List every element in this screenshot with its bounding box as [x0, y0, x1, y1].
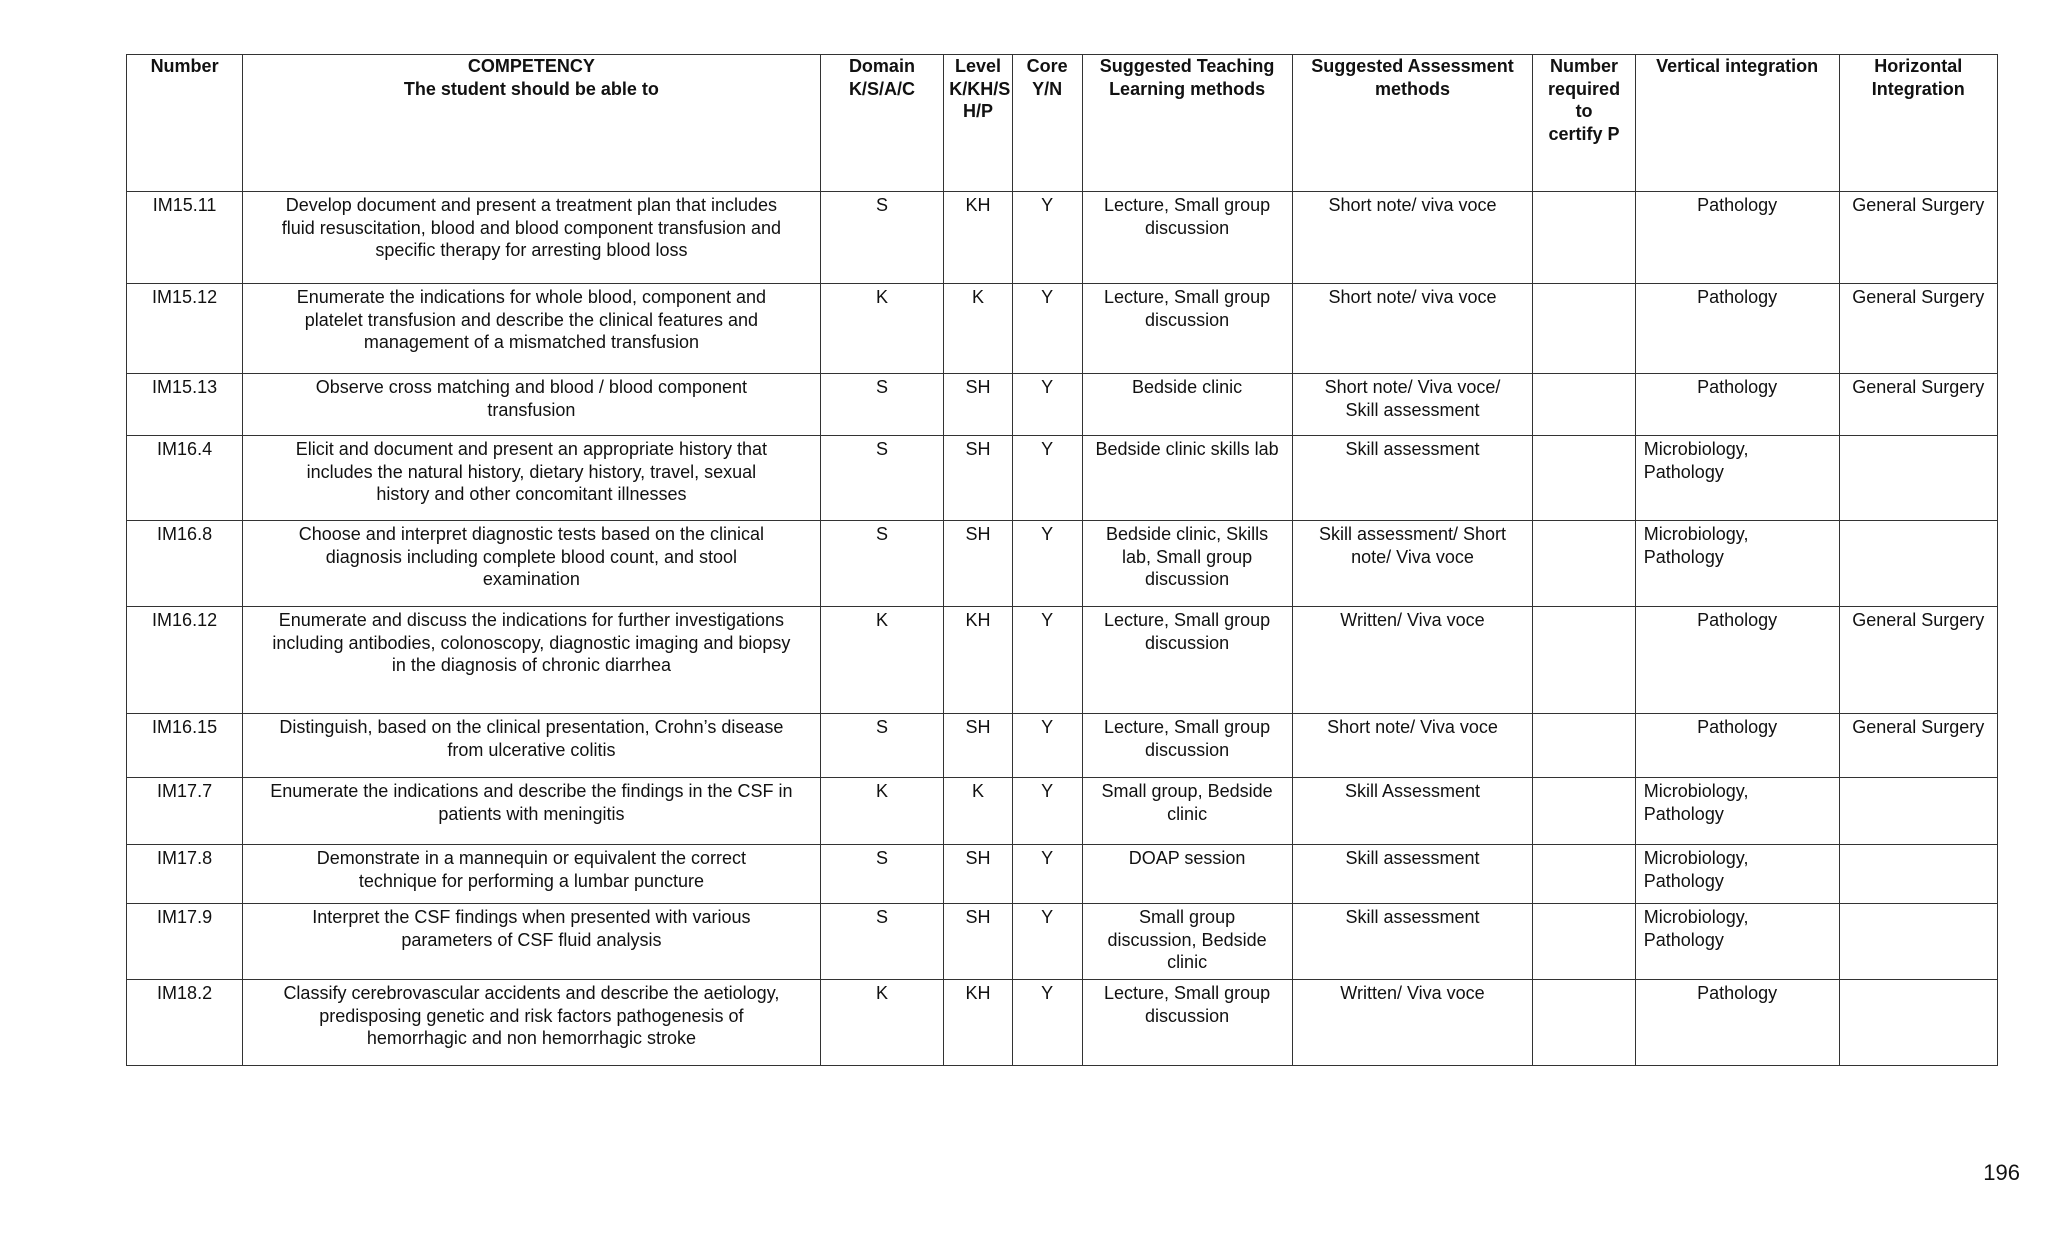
assessment-line: note/ Viva voce — [1351, 546, 1474, 567]
vertical-line: Pathology — [1643, 546, 1724, 567]
cell-assessment-methods — [1292, 607, 1533, 714]
competency-line: including antibodies, colonoscopy, diagnostic imaging and biopsy — [272, 632, 791, 653]
header-domain-line: K/S/A/C — [848, 78, 915, 99]
competency-line: patients with meningitis — [438, 803, 625, 824]
header-competency-line: COMPETENCY — [467, 56, 595, 76]
teaching-line: Lecture, Small group — [1104, 287, 1271, 307]
cell-vertical-integration — [1635, 904, 1839, 980]
vertical-line: Microbiology, — [1643, 848, 1749, 868]
cell-number: IM15.13 — [127, 374, 243, 436]
competency-line: history and other concomitant illnesses — [376, 484, 687, 504]
cell-assessment-methods — [1292, 845, 1533, 904]
table-row — [127, 607, 1998, 714]
cell-domain: S — [820, 845, 944, 904]
competency-line: management of a mismatched transfusion — [363, 332, 699, 352]
table-row — [127, 845, 1998, 904]
header-teaching-line: Learning methods — [1109, 78, 1266, 99]
assessment-line: Skill Assessment — [1344, 781, 1481, 801]
cell-level: K — [944, 284, 1013, 374]
competency-line: Observe cross matching and blood / blood component — [315, 377, 748, 397]
header-core-line: Y/N — [1032, 78, 1063, 99]
assessment-line: Skill assessment — [1345, 907, 1480, 927]
competency-line: Enumerate and discuss the indications for further investigations — [278, 610, 785, 630]
cell-horizontal-integration — [1839, 904, 1997, 980]
header-horizontal-integration — [1839, 55, 1997, 192]
competency-line: from ulcerative colitis — [447, 739, 616, 760]
teaching-line: discussion — [1145, 739, 1230, 760]
header-domain — [820, 55, 944, 192]
header-assessment-line: methods — [1374, 78, 1450, 99]
cell-core: Y — [1012, 374, 1082, 436]
cell-number: IM18.2 — [127, 980, 243, 1066]
cell-core: Y — [1012, 778, 1082, 845]
cell-number-required — [1533, 845, 1635, 904]
competency-line: specific therapy for arresting blood loss — [375, 240, 688, 260]
competency-line: Demonstrate in a mannequin or equivalent the correct — [316, 848, 747, 868]
cell-domain: K — [820, 980, 944, 1066]
teaching-line: discussion — [1145, 569, 1230, 589]
cell-competency — [243, 284, 821, 374]
cell-teaching-methods — [1082, 714, 1292, 778]
cell-vertical-integration — [1635, 980, 1839, 1066]
cell-competency — [243, 436, 821, 521]
cell-number-required — [1533, 778, 1635, 845]
cell-number: IM17.7 — [127, 778, 243, 845]
header-competency-line: The student should be able to — [403, 78, 659, 99]
competency-line: diagnosis including complete blood count, and stool — [325, 546, 738, 567]
teaching-line: discussion — [1145, 217, 1230, 238]
cell-vertical-integration — [1635, 284, 1839, 374]
teaching-line: Bedside clinic, Skills — [1106, 524, 1269, 544]
cell-core: Y — [1012, 845, 1082, 904]
cell-core: Y — [1012, 521, 1082, 607]
cell-horizontal-integration — [1839, 845, 1997, 904]
cell-competency — [243, 192, 821, 284]
cell-horizontal-integration: General Surgery — [1839, 284, 1997, 374]
competency-line: transfusion — [487, 399, 576, 420]
cell-number: IM16.15 — [127, 714, 243, 778]
header-teaching-methods — [1082, 55, 1292, 192]
teaching-line: DOAP session — [1128, 848, 1246, 868]
assessment-line: Short note/ Viva voce — [1327, 717, 1498, 737]
assessment-line: Short note/ Viva voce/ — [1324, 377, 1501, 397]
table-row — [127, 284, 1998, 374]
cell-teaching-methods — [1082, 904, 1292, 980]
competency-line: Enumerate the indications for whole blood, component and — [296, 287, 767, 307]
teaching-line: Lecture, Small group — [1104, 610, 1271, 630]
cell-competency — [243, 714, 821, 778]
cell-core: Y — [1012, 980, 1082, 1066]
cell-number-required — [1533, 374, 1635, 436]
teaching-line: clinic — [1167, 952, 1208, 972]
teaching-line: Small group, Bedside — [1101, 781, 1273, 801]
competency-line: technique for performing a lumbar puncture — [358, 870, 705, 891]
cell-level: KH — [944, 980, 1013, 1066]
table-row — [127, 904, 1998, 980]
vertical-line: Microbiology, — [1643, 781, 1749, 801]
cell-level: KH — [944, 192, 1013, 284]
cell-vertical-integration — [1635, 714, 1839, 778]
cell-competency — [243, 521, 821, 607]
page-number: 196 — [1983, 1160, 2020, 1185]
cell-horizontal-integration: General Surgery — [1839, 607, 1997, 714]
cell-number-required — [1533, 714, 1635, 778]
cell-number: IM16.12 — [127, 607, 243, 714]
assessment-line: Skill assessment — [1345, 399, 1480, 420]
teaching-line: Lecture, Small group — [1104, 983, 1271, 1003]
teaching-line: discussion — [1145, 309, 1230, 330]
cell-vertical-integration — [1635, 845, 1839, 904]
cell-domain: S — [820, 521, 944, 607]
table-row — [127, 778, 1998, 845]
cell-teaching-methods — [1082, 980, 1292, 1066]
vertical-line: Pathology — [1697, 287, 1778, 307]
cell-number-required — [1533, 192, 1635, 284]
competency-line: predisposing genetic and risk factors pathogenesis of — [319, 1005, 744, 1026]
cell-competency — [243, 374, 821, 436]
cell-competency — [243, 980, 821, 1066]
cell-vertical-integration — [1635, 778, 1839, 845]
competency-line: Develop document and present a treatment plan that includes — [285, 195, 778, 215]
cell-assessment-methods — [1292, 904, 1533, 980]
header-core — [1012, 55, 1082, 192]
teaching-line: discussion, Bedside — [1107, 929, 1267, 950]
competency-line: Elicit and document and present an appropriate history that — [295, 439, 768, 459]
cell-level: K — [944, 778, 1013, 845]
assessment-line: Skill assessment/ Short — [1318, 524, 1507, 544]
cell-level: SH — [944, 714, 1013, 778]
vertical-line: Pathology — [1697, 717, 1778, 737]
cell-number: IM15.11 — [127, 192, 243, 284]
table-row — [127, 521, 1998, 607]
header-level-line: Level — [955, 56, 1002, 76]
teaching-line: lab, Small group — [1122, 546, 1253, 567]
cell-vertical-integration — [1635, 607, 1839, 714]
cell-level: SH — [944, 845, 1013, 904]
cell-domain: S — [820, 904, 944, 980]
cell-teaching-methods — [1082, 436, 1292, 521]
cell-competency — [243, 845, 821, 904]
assessment-line: Written/ Viva voce — [1340, 983, 1485, 1003]
cell-level: SH — [944, 521, 1013, 607]
header-row — [127, 55, 1998, 192]
assessment-line: Written/ Viva voce — [1340, 610, 1485, 630]
header-competency — [243, 55, 821, 192]
cell-horizontal-integration — [1839, 521, 1997, 607]
cell-assessment-methods — [1292, 284, 1533, 374]
table-row — [127, 192, 1998, 284]
cell-teaching-methods — [1082, 374, 1292, 436]
header-teaching-line: Suggested Teaching — [1099, 56, 1275, 76]
assessment-line: Short note/ viva voce — [1328, 195, 1497, 215]
table-row — [127, 374, 1998, 436]
header-assessment-line: Suggested Assessment — [1311, 56, 1514, 76]
assessment-line: Short note/ viva voce — [1328, 287, 1497, 307]
cell-number-required — [1533, 284, 1635, 374]
cell-vertical-integration — [1635, 436, 1839, 521]
vertical-line: Pathology — [1643, 803, 1724, 824]
cell-domain: S — [820, 374, 944, 436]
cell-teaching-methods — [1082, 607, 1292, 714]
vertical-line: Pathology — [1643, 929, 1724, 950]
cell-horizontal-integration: General Surgery — [1839, 374, 1997, 436]
teaching-line: clinic — [1167, 803, 1208, 824]
cell-horizontal-integration — [1839, 778, 1997, 845]
cell-vertical-integration — [1635, 374, 1839, 436]
competency-line: Distinguish, based on the clinical presentation, Crohn’s disease — [279, 717, 784, 737]
vertical-line: Pathology — [1643, 870, 1724, 891]
competency-table — [126, 54, 1998, 1066]
cell-domain: K — [820, 778, 944, 845]
vertical-line: Pathology — [1697, 610, 1778, 630]
cell-horizontal-integration — [1839, 980, 1997, 1066]
cell-competency — [243, 607, 821, 714]
cell-horizontal-integration: General Surgery — [1839, 714, 1997, 778]
cell-teaching-methods — [1082, 778, 1292, 845]
cell-domain: K — [820, 607, 944, 714]
header-level-line: K/KH/S — [949, 78, 1011, 99]
header-horizontal-line: Integration — [1871, 78, 1965, 99]
teaching-line: discussion — [1145, 632, 1230, 653]
teaching-line: Bedside clinic — [1132, 377, 1243, 397]
cell-core: Y — [1012, 284, 1082, 374]
header-vertical-line: Vertical integration — [1656, 56, 1819, 76]
cell-number-required — [1533, 607, 1635, 714]
cell-number: IM17.9 — [127, 904, 243, 980]
table-body — [127, 192, 1998, 1066]
cell-core: Y — [1012, 714, 1082, 778]
header-required-line: Number — [1550, 56, 1619, 76]
teaching-line: Small group — [1139, 907, 1236, 927]
cell-domain: S — [820, 714, 944, 778]
cell-domain: S — [820, 436, 944, 521]
cell-competency — [243, 904, 821, 980]
teaching-line: Bedside clinic skills lab — [1095, 439, 1279, 459]
cell-assessment-methods — [1292, 778, 1533, 845]
competency-line: in the diagnosis of chronic diarrhea — [391, 655, 671, 675]
table-row — [127, 436, 1998, 521]
cell-domain: S — [820, 192, 944, 284]
vertical-line: Microbiology, — [1643, 524, 1749, 544]
assessment-line: Skill assessment — [1345, 848, 1480, 868]
competency-line: Choose and interpret diagnostic tests based on the clinical — [298, 524, 765, 544]
cell-teaching-methods — [1082, 284, 1292, 374]
cell-assessment-methods — [1292, 436, 1533, 521]
cell-competency — [243, 778, 821, 845]
header-horizontal-line: Horizontal — [1874, 56, 1963, 76]
cell-assessment-methods — [1292, 521, 1533, 607]
competency-line: includes the natural history, dietary history, travel, sexual — [306, 461, 757, 482]
cell-number-required — [1533, 436, 1635, 521]
cell-number-required — [1533, 521, 1635, 607]
cell-level: SH — [944, 904, 1013, 980]
cell-number: IM16.8 — [127, 521, 243, 607]
cell-core: Y — [1012, 436, 1082, 521]
header-number — [127, 55, 243, 192]
vertical-line: Pathology — [1697, 377, 1778, 397]
cell-horizontal-integration — [1839, 436, 1997, 521]
cell-domain: K — [820, 284, 944, 374]
cell-assessment-methods — [1292, 192, 1533, 284]
vertical-line: Pathology — [1697, 195, 1778, 215]
competency-line: fluid resuscitation, blood and blood component transfusion and — [281, 217, 782, 238]
table-header — [127, 55, 1998, 192]
cell-assessment-methods — [1292, 374, 1533, 436]
teaching-line: discussion — [1145, 1005, 1230, 1026]
competency-line: Classify cerebrovascular accidents and describe the aetiology, — [283, 983, 780, 1003]
cell-level: KH — [944, 607, 1013, 714]
header-assessment-methods — [1292, 55, 1533, 192]
competency-line: examination — [482, 569, 580, 589]
cell-core: Y — [1012, 192, 1082, 284]
header-level-line: H/P — [963, 101, 994, 121]
header-number-line: Number — [150, 56, 219, 76]
cell-level: SH — [944, 436, 1013, 521]
header-required-line: certify P — [1548, 123, 1620, 144]
cell-assessment-methods — [1292, 714, 1533, 778]
assessment-line: Skill assessment — [1345, 439, 1480, 459]
cell-level: SH — [944, 374, 1013, 436]
competency-line: parameters of CSF fluid analysis — [401, 929, 662, 950]
cell-teaching-methods — [1082, 192, 1292, 284]
teaching-line: Lecture, Small group — [1104, 195, 1271, 215]
vertical-line: Microbiology, — [1643, 907, 1749, 927]
competency-line: platelet transfusion and describe the clinical features and — [304, 309, 759, 330]
cell-number-required — [1533, 904, 1635, 980]
header-level — [944, 55, 1013, 192]
header-domain-line: Domain — [848, 56, 915, 76]
cell-horizontal-integration: General Surgery — [1839, 192, 1997, 284]
cell-number-required — [1533, 980, 1635, 1066]
cell-teaching-methods — [1082, 845, 1292, 904]
header-vertical-integration — [1635, 55, 1839, 192]
teaching-line: Lecture, Small group — [1104, 717, 1271, 737]
cell-core: Y — [1012, 607, 1082, 714]
vertical-line: Microbiology, — [1643, 439, 1749, 459]
vertical-line: Pathology — [1697, 983, 1778, 1003]
cell-number: IM15.12 — [127, 284, 243, 374]
cell-vertical-integration — [1635, 192, 1839, 284]
competency-line: Interpret the CSF findings when presented with various — [312, 907, 751, 927]
header-required-line: required to — [1548, 78, 1621, 121]
competency-line: Enumerate the indications and describe the findings in the CSF in — [270, 781, 793, 801]
cell-number: IM17.8 — [127, 845, 243, 904]
cell-assessment-methods — [1292, 980, 1533, 1066]
header-number-required — [1533, 55, 1635, 192]
table-row — [127, 714, 1998, 778]
cell-number: IM16.4 — [127, 436, 243, 521]
cell-core: Y — [1012, 904, 1082, 980]
table-row — [127, 980, 1998, 1066]
cell-vertical-integration — [1635, 521, 1839, 607]
vertical-line: Pathology — [1643, 461, 1724, 482]
header-core-line: Core — [1026, 56, 1068, 76]
cell-teaching-methods — [1082, 521, 1292, 607]
competency-line: hemorrhagic and non hemorrhagic stroke — [366, 1028, 696, 1048]
